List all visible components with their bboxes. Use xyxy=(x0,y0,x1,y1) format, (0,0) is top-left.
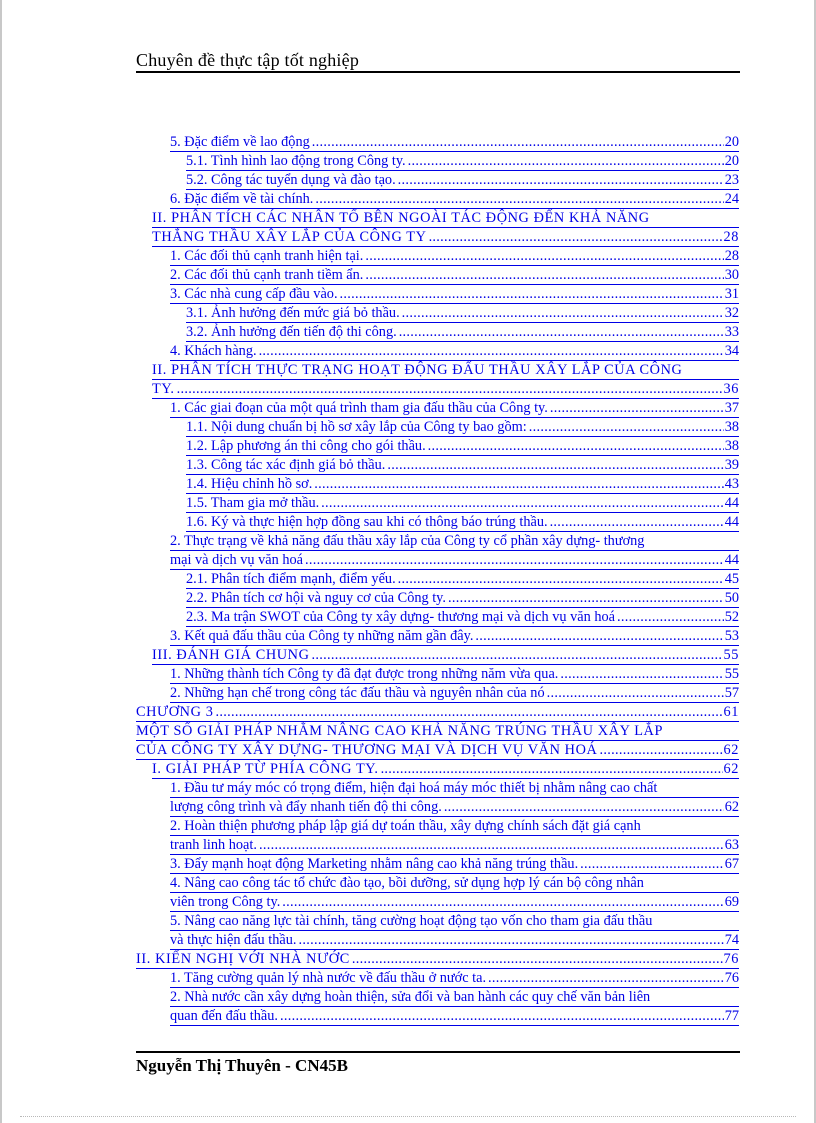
toc-entry-row[interactable] xyxy=(170,893,739,912)
toc-entry-label[interactable]: 1.2. Lập phương án thi công cho gói thầu. xyxy=(186,438,426,454)
toc-entry-row[interactable] xyxy=(170,969,739,988)
dot-leader xyxy=(215,703,722,722)
toc-entry[interactable] xyxy=(186,437,739,456)
toc-page-number[interactable]: 20 xyxy=(724,153,739,169)
toc-entry[interactable] xyxy=(170,779,739,817)
toc-entry-label[interactable]: 2.2. Phân tích cơ hội và nguy cơ của Công ty. xyxy=(186,590,446,606)
toc-entry-row[interactable] xyxy=(152,380,739,399)
toc-entry[interactable] xyxy=(170,817,739,855)
toc-page-number[interactable]: 23 xyxy=(724,172,739,188)
dot-leader xyxy=(599,741,722,760)
page-left-edge xyxy=(0,0,2,1123)
dot-leader xyxy=(398,570,724,589)
dot-leader xyxy=(428,437,724,456)
toc-page-number[interactable]: 44 xyxy=(724,552,739,568)
toc-entry-row[interactable] xyxy=(186,323,739,342)
toc-entry-label[interactable]: 1. Các giai đoạn của một quá trình tham gia đấu thầu của Công ty. xyxy=(170,400,548,416)
toc-entry[interactable] xyxy=(186,513,739,532)
toc-entry[interactable] xyxy=(186,494,739,513)
page-bottom-edge xyxy=(20,1116,796,1117)
toc-entry[interactable] xyxy=(170,969,739,988)
toc-entry-row[interactable] xyxy=(170,133,739,152)
toc-entry[interactable] xyxy=(152,646,739,665)
toc-entry-row[interactable] xyxy=(170,342,739,361)
toc-entry-label[interactable]: 4. Khách hàng. xyxy=(170,343,257,359)
toc-entry-label[interactable]: 3. Kết quả đấu thầu của Công ty những năm gần đây. xyxy=(170,628,474,644)
toc-entry-row[interactable] xyxy=(170,551,739,570)
toc-entry-label[interactable]: I. GIẢI PHÁP TỪ PHÍA CÔNG TY. xyxy=(152,761,379,777)
toc-entry-label[interactable]: 3.2. Ảnh hưởng đến tiến độ thi công. xyxy=(186,324,397,340)
dot-leader xyxy=(280,1007,724,1026)
dot-leader xyxy=(398,171,724,190)
toc-page-number[interactable]: 32 xyxy=(724,305,739,321)
toc-entry-label[interactable]: THẮNG THẦU XÂY LẮP CỦA CÔNG TY xyxy=(152,229,427,245)
toc-entry[interactable] xyxy=(186,304,739,323)
toc-entry-first-line[interactable]: II. PHÂN TÍCH CÁC NHÂN TỐ BÊN NGOÀI TÁC ĐỘNG ĐẾN KHẢ NĂNG xyxy=(152,209,739,228)
toc-entry-row[interactable] xyxy=(170,855,739,874)
page-header-title: Chuyên đề thực tập tốt nghiệp xyxy=(136,50,360,70)
toc-entry-row[interactable] xyxy=(186,418,739,437)
dot-leader xyxy=(580,855,724,874)
toc-page-number[interactable]: 30 xyxy=(724,267,739,283)
toc-entry-row[interactable] xyxy=(186,437,739,456)
toc-entry-label[interactable]: 2. Những hạn chế trong công tác đấu thầu và nguyên nhân của nó xyxy=(170,685,545,701)
toc-entry[interactable] xyxy=(152,209,739,247)
toc-page-number[interactable]: 52 xyxy=(724,609,739,625)
toc-page-number[interactable]: 43 xyxy=(724,476,739,492)
dot-leader xyxy=(488,969,724,988)
toc-entry-row[interactable] xyxy=(186,513,739,532)
toc-entry-first-line[interactable]: 5. Nâng cao năng lực tài chính, tăng cường hoạt động tạo vốn cho tham gia đấu thầu xyxy=(170,912,739,931)
toc-page-number[interactable]: 76 xyxy=(724,970,739,986)
dot-leader xyxy=(448,589,724,608)
toc-entry-label[interactable]: 1.1. Nội dung chuẩn bị hồ sơ xây lắp của Công ty bao gồm: xyxy=(186,419,527,435)
toc-entry-label[interactable]: 3. Các nhà cung cấp đầu vào. xyxy=(170,286,338,302)
toc-entry[interactable] xyxy=(186,570,739,589)
toc-page-number[interactable]: 77 xyxy=(724,1008,739,1024)
toc-page-number[interactable]: 33 xyxy=(724,324,739,340)
toc-page-number[interactable]: 69 xyxy=(724,894,739,910)
toc-entry-label[interactable]: 1.6. Ký và thực hiện hợp đồng sau khi có thông báo trúng thầu. xyxy=(186,514,548,530)
footer-rule xyxy=(136,1051,740,1053)
toc-entry-row[interactable] xyxy=(186,304,739,323)
dot-leader xyxy=(444,798,724,817)
toc-entry-row[interactable] xyxy=(170,247,739,266)
toc-page-number[interactable]: 62 xyxy=(723,742,739,758)
toc-entry[interactable] xyxy=(170,627,739,646)
toc-page-number[interactable]: 55 xyxy=(723,647,739,663)
dot-leader xyxy=(429,228,723,247)
toc-entry-row[interactable] xyxy=(186,152,739,171)
toc-entry[interactable] xyxy=(170,285,739,304)
dot-leader xyxy=(529,418,724,437)
toc-entry-row[interactable] xyxy=(152,760,739,779)
toc-entry-label[interactable]: CHƯƠNG 3 xyxy=(136,704,214,720)
toc-page-number[interactable]: 74 xyxy=(724,932,739,948)
dot-leader xyxy=(547,684,724,703)
toc-entry[interactable] xyxy=(136,703,739,722)
toc-entry-label[interactable]: quan đến đấu thầu. xyxy=(170,1008,278,1024)
toc-entry-label[interactable]: 1. Các đối thủ cạnh tranh hiện tại. xyxy=(170,248,364,264)
toc-entry-row[interactable] xyxy=(136,950,739,969)
toc-entry[interactable] xyxy=(170,684,739,703)
toc-page-number[interactable]: 38 xyxy=(724,438,739,454)
toc-entry-label[interactable]: 1. Tăng cường quản lý nhà nước về đấu thầu ở nước ta. xyxy=(170,970,487,986)
toc-entry-label[interactable]: CỦA CÔNG TY XÂY DỰNG- THƯƠNG MẠI VÀ DỊCH VỤ VĂN HOÁ xyxy=(136,742,598,758)
toc-entry-first-line[interactable]: II. PHÂN TÍCH THỰC TRẠNG HOẠT ĐỘNG ĐẤU THẦU XÂY LẮP CỦA CÔNG xyxy=(152,361,739,380)
toc-entry-first-line[interactable]: 2. Nhà nước cần xây dựng hoàn thiện, sửa đổi và ban hành các quy chế văn bản liên xyxy=(170,988,739,1007)
toc-entry-label[interactable]: 5.2. Công tác tuyển dụng và đào tạo. xyxy=(186,172,396,188)
toc-page-number[interactable]: 63 xyxy=(724,837,739,853)
toc-entry-label[interactable]: viên trong Công ty. xyxy=(170,894,281,910)
toc-entry-label[interactable]: và thực hiện đấu thầu. xyxy=(170,932,297,948)
toc-entry-row[interactable] xyxy=(170,266,739,285)
dot-leader xyxy=(305,551,724,570)
toc-entry-row[interactable] xyxy=(170,1007,739,1026)
toc-entry[interactable] xyxy=(170,190,739,209)
toc-entry-row[interactable] xyxy=(170,627,739,646)
toc-entry-row[interactable] xyxy=(186,589,739,608)
toc-page-number[interactable]: 39 xyxy=(724,457,739,473)
toc-page-number[interactable]: 76 xyxy=(723,951,739,967)
toc-page-number[interactable]: 31 xyxy=(724,286,739,302)
toc-entry-row[interactable] xyxy=(170,931,739,950)
toc-entry[interactable] xyxy=(170,133,739,152)
toc-entry[interactable] xyxy=(170,247,739,266)
toc-entry[interactable] xyxy=(170,874,739,912)
dot-leader xyxy=(352,950,723,969)
toc-entry-first-line[interactable]: 2. Hoàn thiện phương pháp lập giá dự toán thầu, xây dựng chính sách đặt giá cạnh xyxy=(170,817,739,836)
toc-entry-row[interactable] xyxy=(170,836,739,855)
toc-page-number[interactable]: 44 xyxy=(724,514,739,530)
dot-leader xyxy=(387,456,723,475)
toc-entry-label[interactable]: lượng công trình và đẩy nhanh tiến độ thi công. xyxy=(170,799,442,815)
toc-entry-label[interactable]: tranh linh hoạt. xyxy=(170,837,257,853)
toc-entry-label[interactable]: 6. Đặc điểm về tài chính. xyxy=(170,191,314,207)
toc-entry-row[interactable] xyxy=(186,475,739,494)
dot-leader xyxy=(617,608,724,627)
toc-entry-label[interactable]: TY. xyxy=(152,381,175,397)
toc-entry-first-line[interactable]: MỘT SỐ GIẢI PHÁP NHẰM NÂNG CAO KHẢ NĂNG TRÚNG THẦU XÂY LẮP xyxy=(136,722,739,741)
toc-entry-row[interactable] xyxy=(186,494,739,513)
toc-entry[interactable] xyxy=(170,988,739,1026)
toc-entry-label[interactable]: II. KIẾN NGHỊ VỚI NHÀ NƯỚC xyxy=(136,951,350,967)
toc-page-number[interactable]: 61 xyxy=(723,704,739,720)
toc-entry-row[interactable] xyxy=(136,741,739,760)
toc-page-number[interactable]: 38 xyxy=(724,419,739,435)
toc-entry[interactable] xyxy=(170,342,739,361)
toc-entry[interactable] xyxy=(170,855,739,874)
dot-leader xyxy=(259,342,724,361)
header-rule xyxy=(136,71,740,73)
toc-entry-label[interactable]: 2.1. Phân tích điểm mạnh, điểm yếu. xyxy=(186,571,396,587)
toc-entry-first-line[interactable]: 2. Thực trạng về khả năng đấu thầu xây lắp của Công ty cổ phần xây dựng- thương xyxy=(170,532,739,551)
toc-entry-label[interactable]: 1. Những thành tích Công ty đã đạt được trong những năm vừa qua. xyxy=(170,666,559,682)
toc-entry[interactable] xyxy=(186,418,739,437)
toc-entry-row[interactable] xyxy=(186,570,739,589)
toc-page-number[interactable]: 44 xyxy=(724,495,739,511)
toc-entry[interactable] xyxy=(186,152,739,171)
toc-entry-row[interactable] xyxy=(152,228,739,247)
toc-entry-row[interactable] xyxy=(136,703,739,722)
dot-leader xyxy=(177,380,723,399)
dot-leader xyxy=(340,285,724,304)
toc-entry-label[interactable]: 1.5. Tham gia mở thầu. xyxy=(186,495,320,511)
dot-leader xyxy=(315,190,723,209)
toc-page-number[interactable]: 62 xyxy=(723,761,739,777)
toc-entry[interactable] xyxy=(186,456,739,475)
toc-entry-row[interactable] xyxy=(152,646,739,665)
toc-entry-row[interactable] xyxy=(170,665,739,684)
toc-page-number[interactable]: 62 xyxy=(724,799,739,815)
dot-leader xyxy=(550,513,724,532)
toc-entry-label[interactable]: 1.4. Hiệu chỉnh hồ sơ. xyxy=(186,476,313,492)
dot-leader xyxy=(475,627,723,646)
toc-entry[interactable] xyxy=(170,532,739,570)
toc-entry[interactable] xyxy=(170,266,739,285)
toc-entry-row[interactable] xyxy=(170,684,739,703)
dot-leader xyxy=(365,266,723,285)
toc-entry[interactable] xyxy=(170,665,739,684)
toc-page-number[interactable]: 24 xyxy=(724,191,739,207)
toc-entry-row[interactable] xyxy=(186,608,739,627)
toc-entry-row[interactable] xyxy=(170,285,739,304)
toc-entry-label[interactable]: 3. Đẩy mạnh hoạt động Marketing nhằm nâng cao khả năng trúng thầu. xyxy=(170,856,579,872)
toc-entry[interactable] xyxy=(170,399,739,418)
dot-leader xyxy=(314,475,723,494)
toc-entry-label[interactable]: 1.3. Công tác xác định giá bỏ thầu. xyxy=(186,457,386,473)
toc-entry-label[interactable]: 2. Các đối thủ cạnh tranh tiềm ẩn. xyxy=(170,267,364,283)
toc-entry[interactable] xyxy=(136,950,739,969)
dot-leader xyxy=(399,323,724,342)
toc-entry[interactable] xyxy=(186,608,739,627)
dot-leader xyxy=(298,931,723,950)
toc-entry-label[interactable]: III. ĐÁNH GIÁ CHUNG xyxy=(152,647,310,663)
toc-entry-first-line[interactable]: 4. Nâng cao công tác tổ chức đào tạo, bồi dưỡng, sử dụng hợp lý cán bộ công nhân xyxy=(170,874,739,893)
toc-entry[interactable] xyxy=(186,171,739,190)
toc-entry-row[interactable] xyxy=(186,456,739,475)
toc-entry[interactable] xyxy=(186,589,739,608)
toc-page-number[interactable]: 37 xyxy=(724,400,739,416)
toc-entry[interactable] xyxy=(152,361,739,399)
dot-leader xyxy=(381,760,723,779)
toc-page-number[interactable]: 50 xyxy=(724,590,739,606)
toc-page-number[interactable]: 57 xyxy=(724,685,739,701)
toc-entry-label[interactable]: 2.3. Ma trận SWOT của Công ty xây dựng- thương mại và dịch vụ văn hoá xyxy=(186,609,615,625)
toc-entry[interactable] xyxy=(170,912,739,950)
toc-entry-label[interactable]: 5.1. Tình hình lao động trong Công ty. xyxy=(186,153,406,169)
page-footer-author: Nguyễn Thị Thuyên - CN45B xyxy=(136,1056,348,1075)
toc-entry[interactable] xyxy=(152,760,739,779)
toc-page-number[interactable]: 28 xyxy=(724,248,739,264)
dot-leader xyxy=(282,893,723,912)
toc-entry-label[interactable]: 3.1. Ảnh hưởng đến mức giá bỏ thầu. xyxy=(186,305,400,321)
toc-entry[interactable] xyxy=(136,722,739,760)
dot-leader xyxy=(259,836,724,855)
toc-entry-first-line[interactable]: 1. Đầu tư máy móc có trọng điểm, hiện đại hoá máy móc thiết bị nhằm nâng cao chất xyxy=(170,779,739,798)
dot-leader xyxy=(321,494,724,513)
dot-leader xyxy=(365,247,723,266)
toc-entry-row[interactable] xyxy=(186,171,739,190)
toc-page-number[interactable]: 20 xyxy=(724,134,739,150)
dot-leader xyxy=(312,646,723,665)
toc-entry-row[interactable] xyxy=(170,190,739,209)
dot-leader xyxy=(402,304,724,323)
toc-entry[interactable] xyxy=(186,323,739,342)
toc-page-number[interactable]: 45 xyxy=(724,571,739,587)
toc-page-number[interactable]: 67 xyxy=(724,856,739,872)
toc-page-number[interactable]: 28 xyxy=(723,229,739,245)
toc-entry-label[interactable]: mại và dịch vụ văn hoá xyxy=(170,552,304,568)
toc-page-number[interactable]: 53 xyxy=(724,628,739,644)
toc-page-number[interactable]: 36 xyxy=(723,381,739,397)
toc-entry-row[interactable] xyxy=(170,798,739,817)
dot-leader xyxy=(312,133,724,152)
dot-leader xyxy=(550,399,724,418)
dot-leader xyxy=(408,152,724,171)
toc-page-number[interactable]: 55 xyxy=(724,666,739,682)
toc-entry[interactable] xyxy=(186,475,739,494)
toc-entry-row[interactable] xyxy=(170,399,739,418)
dot-leader xyxy=(560,665,723,684)
toc-entry-label[interactable]: 5. Đặc điểm về lao động xyxy=(170,134,310,150)
toc-page-number[interactable]: 34 xyxy=(724,343,739,359)
